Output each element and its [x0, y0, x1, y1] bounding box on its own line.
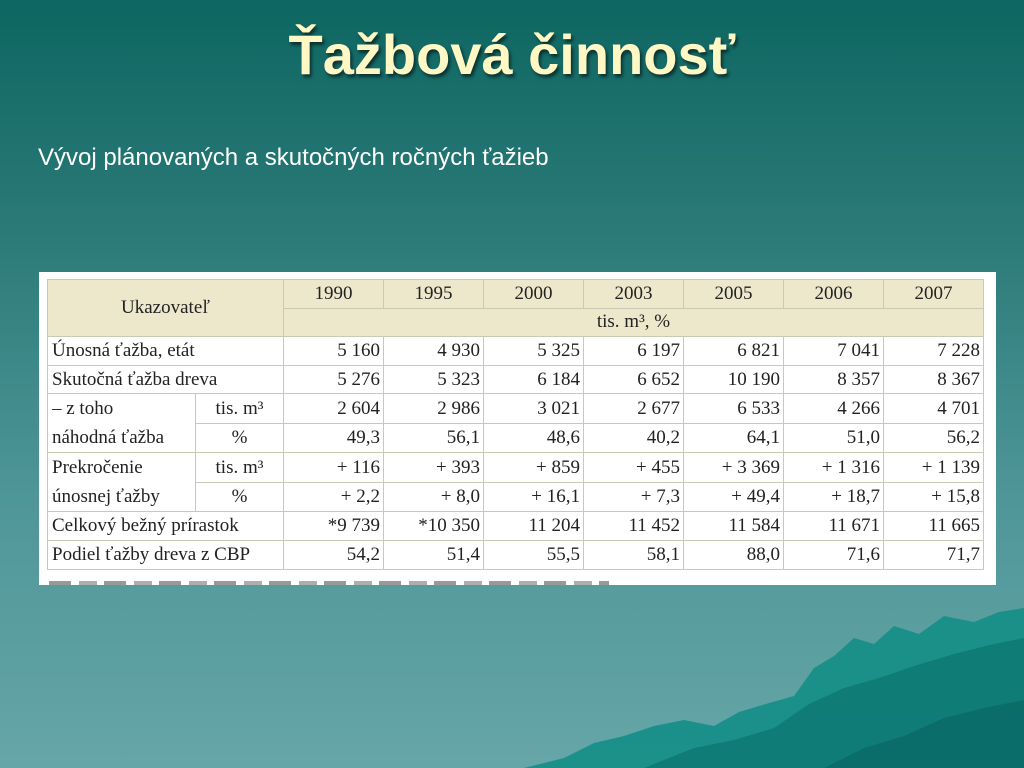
row-label: Celkový bežný prírastok	[48, 512, 284, 541]
table-cell: 49,3	[284, 423, 384, 453]
group-label-overrun	[48, 453, 196, 512]
table-cell: 71,6	[784, 540, 884, 569]
table-cell: 4 701	[884, 394, 984, 424]
table-row	[48, 394, 984, 424]
table-cell: 58,1	[584, 540, 684, 569]
table-cell: + 1 316	[784, 453, 884, 483]
group-label-line: náhodná ťažba	[52, 427, 165, 449]
table-cell: + 455	[584, 453, 684, 483]
table-cell: 10 190	[684, 365, 784, 394]
table-cell: 8 367	[884, 365, 984, 394]
table-cell: + 116	[284, 453, 384, 483]
year-header: 2006	[784, 280, 884, 309]
table-cell: 6 197	[584, 337, 684, 366]
table-cell: 64,1	[684, 423, 784, 453]
table-cell: 51,4	[384, 540, 484, 569]
table-cell: 5 323	[384, 365, 484, 394]
unit-header: tis. m³, %	[284, 308, 984, 337]
table-row	[48, 337, 984, 366]
cropped-footnote	[49, 581, 609, 585]
table-cell: 71,7	[884, 540, 984, 569]
table-row	[48, 512, 984, 541]
table-cell: 11 665	[884, 512, 984, 541]
table-cell: + 7,3	[584, 482, 684, 512]
table-cell: 48,6	[484, 423, 584, 453]
table-cell: 5 160	[284, 337, 384, 366]
table-cell: 6 821	[684, 337, 784, 366]
table-cell: 11 671	[784, 512, 884, 541]
table-cell: 3 021	[484, 394, 584, 424]
table-cell: 11 204	[484, 512, 584, 541]
table-cell: 4 266	[784, 394, 884, 424]
indicator-header: Ukazovateľ	[48, 280, 284, 337]
year-header: 1990	[284, 280, 384, 309]
row-label: Skutočná ťažba dreva	[48, 365, 284, 394]
row-label: Podiel ťažby dreva z CBP	[48, 540, 284, 569]
table-cell: + 859	[484, 453, 584, 483]
mountain-decoration	[524, 608, 1024, 768]
unit-cell: %	[196, 423, 284, 453]
table-cell: 56,1	[384, 423, 484, 453]
table-cell: 5 325	[484, 337, 584, 366]
table-cell: 54,2	[284, 540, 384, 569]
table-cell: 5 276	[284, 365, 384, 394]
slide-subtitle: Vývoj plánovaných a skutočných ročných ťažieb	[38, 144, 549, 171]
table-cell: 8 357	[784, 365, 884, 394]
table-cell: + 3 369	[684, 453, 784, 483]
table-cell: 4 930	[384, 337, 484, 366]
table-cell: 6 184	[484, 365, 584, 394]
table-image	[39, 272, 996, 585]
table-cell: 6 533	[684, 394, 784, 424]
table-cell: 2 604	[284, 394, 384, 424]
group-label-random-felling	[48, 394, 196, 453]
table-cell: + 2,2	[284, 482, 384, 512]
table-cell: 11 584	[684, 512, 784, 541]
table-cell: 6 652	[584, 365, 684, 394]
table-cell: 2 677	[584, 394, 684, 424]
group-label-line: Prekročenie	[52, 457, 143, 479]
table-cell: 55,5	[484, 540, 584, 569]
group-label-line: – z toho	[52, 398, 114, 420]
table-cell: 7 228	[884, 337, 984, 366]
year-header: 1995	[384, 280, 484, 309]
table-cell: 56,2	[884, 423, 984, 453]
table-cell: 2 986	[384, 394, 484, 424]
table-cell: 51,0	[784, 423, 884, 453]
table-cell: + 49,4	[684, 482, 784, 512]
unit-cell: tis. m³	[196, 453, 284, 483]
table-row	[48, 453, 984, 483]
table-cell: + 15,8	[884, 482, 984, 512]
year-header-row	[48, 280, 984, 309]
table-row	[48, 365, 984, 394]
table-cell: + 18,7	[784, 482, 884, 512]
table-cell: + 8,0	[384, 482, 484, 512]
unit-cell: tis. m³	[196, 394, 284, 424]
table-cell: 40,2	[584, 423, 684, 453]
table-cell: + 16,1	[484, 482, 584, 512]
table-cell: + 393	[384, 453, 484, 483]
table-cell: 7 041	[784, 337, 884, 366]
table-cell: *10 350	[384, 512, 484, 541]
year-header: 2005	[684, 280, 784, 309]
year-header: 2003	[584, 280, 684, 309]
row-label: Únosná ťažba, etát	[48, 337, 284, 366]
table-cell: 11 452	[584, 512, 684, 541]
year-header: 2000	[484, 280, 584, 309]
table-cell: *9 739	[284, 512, 384, 541]
table-row	[48, 540, 984, 569]
unit-cell: %	[196, 482, 284, 512]
data-table	[47, 279, 984, 570]
group-label-line: únosnej ťažby	[52, 486, 160, 508]
year-header: 2007	[884, 280, 984, 309]
table-cell: 88,0	[684, 540, 784, 569]
slide-title: Ťažbová činnosť	[288, 23, 736, 86]
table-cell: + 1 139	[884, 453, 984, 483]
